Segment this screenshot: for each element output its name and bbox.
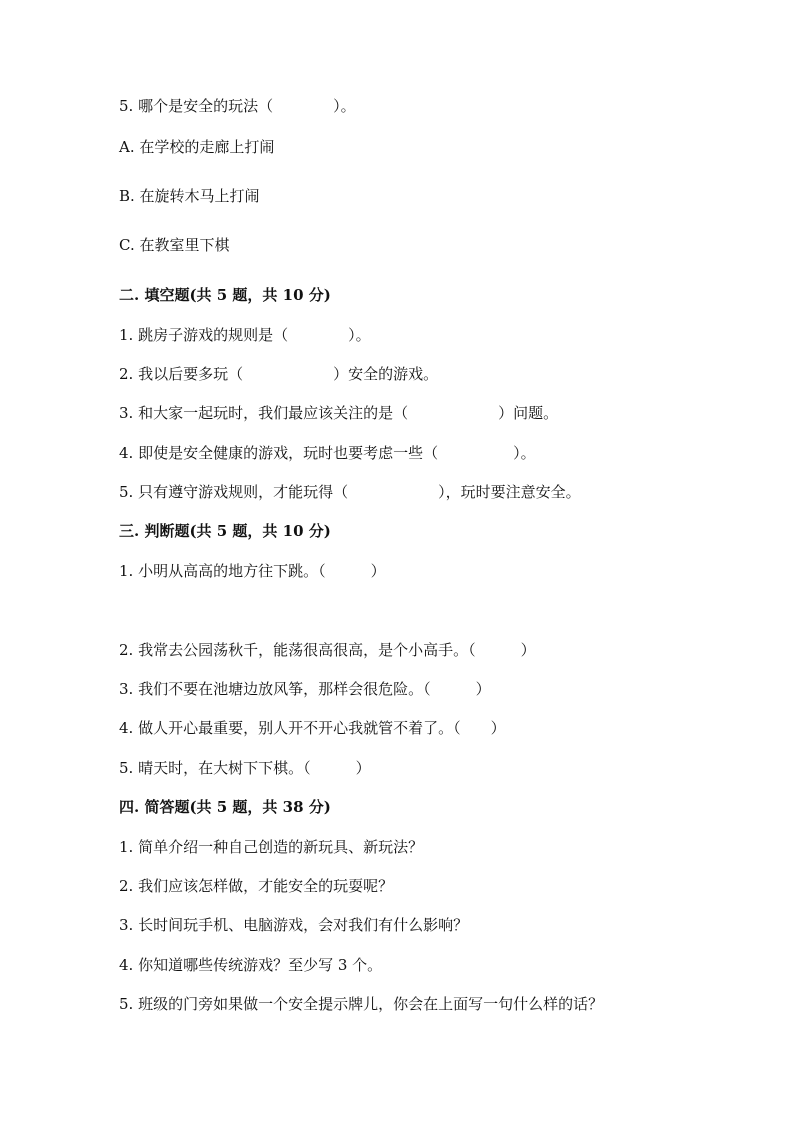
fill-in-question-3: 3. 和大家一起玩时，我们最应该关注的是（ ）问题。 xyxy=(119,404,559,422)
short-answer-question-4: 4. 你知道哪些传统游戏？至少写 3 个。 xyxy=(119,956,383,974)
section-heading-fill-in: 二. 填空题(共 5 题，共 10 分) xyxy=(119,286,331,304)
true-false-question-3: 3. 我们不要在池塘边放风筝，那样会很危险。（ ） xyxy=(119,680,491,698)
short-answer-question-5: 5. 班级的门旁如果做一个安全提示牌儿，你会在上面写一句什么样的话？ xyxy=(119,995,604,1013)
section-heading-true-false: 三. 判断题(共 5 题，共 10 分) xyxy=(119,522,331,540)
fill-in-question-1: 1. 跳房子游戏的规则是（ ）。 xyxy=(119,326,371,344)
true-false-question-4: 4. 做人开心最重要，别人开不开心我就管不着了。（ ） xyxy=(119,719,506,737)
fill-in-question-4: 4. 即使是安全健康的游戏，玩时也要考虑一些（ ）。 xyxy=(119,444,536,462)
section-heading-short-answer: 四. 简答题(共 5 题，共 38 分) xyxy=(119,798,331,816)
choice-option-c: C. 在教室里下棋 xyxy=(119,236,230,254)
choice-option-b: B. 在旋转木马上打闹 xyxy=(119,187,260,205)
choice-question-5: 5. 哪个是安全的玩法（ ）。 xyxy=(119,97,356,115)
short-answer-question-2: 2. 我们应该怎样做，才能安全的玩耍呢？ xyxy=(119,877,394,895)
short-answer-question-3: 3. 长时间玩手机、电脑游戏，会对我们有什么影响？ xyxy=(119,916,469,934)
true-false-question-2: 2. 我常去公园荡秋千，能荡很高很高，是个小高手。（ ） xyxy=(119,641,536,659)
choice-option-a: A. 在学校的走廊上打闹 xyxy=(119,138,275,156)
true-false-question-5: 5. 晴天时，在大树下下棋。（ ） xyxy=(119,759,371,777)
short-answer-question-1: 1. 简单介绍一种自己创造的新玩具、新玩法？ xyxy=(119,838,424,856)
fill-in-question-2: 2. 我以后要多玩（ ）安全的游戏。 xyxy=(119,365,439,383)
fill-in-question-5: 5. 只有遵守游戏规则，才能玩得（ ），玩时要注意安全。 xyxy=(119,483,581,501)
true-false-question-1: 1. 小明从高高的地方往下跳。（ ） xyxy=(119,562,386,580)
